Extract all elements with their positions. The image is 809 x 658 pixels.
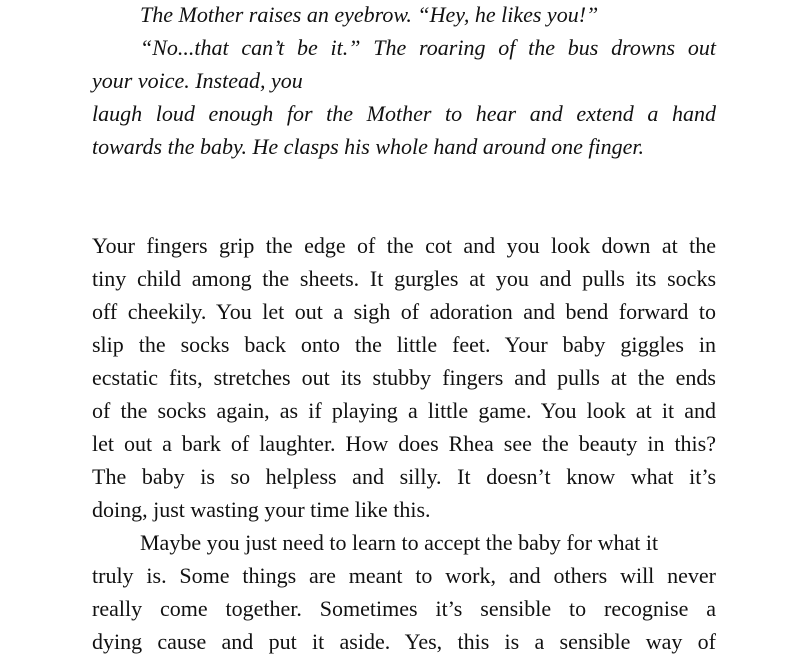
excerpt-line: your voice. Instead, you	[92, 68, 303, 93]
excerpt-line: The Mother raises an eyebrow. “Hey, he likes you!”	[140, 2, 599, 27]
body-line: ecstatic fits, stretches out its stubby fingers and pulls at the ends	[92, 365, 716, 390]
excerpt-line: “No...that can’t be it.” The roaring of the bus drowns out	[140, 35, 716, 60]
body-line: let out a bark of laughter. How does Rhea see the beauty in this?	[92, 431, 716, 456]
body-line: slip the socks back onto the little feet. Your baby giggles in	[92, 332, 716, 357]
body-line: Your fingers grip the edge of the cot and you look down at the	[92, 233, 716, 258]
body-line: really come together. Sometimes it’s sensible to recognise a	[92, 596, 716, 621]
excerpt-line: laugh loud enough for the Mother to hear and extend a hand	[92, 101, 716, 126]
body-line: truly is. Some things are meant to work, and others will never	[92, 563, 716, 588]
body-line: tiny child among the sheets. It gurgles at you and pulls its socks	[92, 266, 716, 291]
body-line: Maybe you just need to learn to accept the baby for what it	[140, 530, 659, 555]
body-line: of the socks again, as if playing a little game. You look at it and	[92, 398, 716, 423]
body-line: The baby is so helpless and silly. It doesn’t know what it’s	[92, 464, 716, 489]
excerpt-line: towards the baby. He clasps his whole hand around one finger.	[92, 134, 645, 159]
body-line: off cheekily. You let out a sigh of adoration and bend forward to	[92, 299, 716, 324]
body-line: dying cause and put it aside. Yes, this is a sensible way of	[92, 629, 716, 654]
body-line: doing, just wasting your time like this.	[92, 497, 431, 522]
